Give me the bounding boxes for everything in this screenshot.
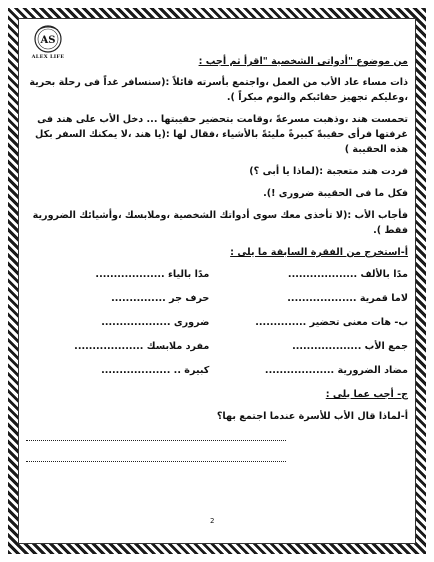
question: أ-لماذا قال الأب للأسرة عندما اجتمع بها؟ [216, 411, 408, 422]
page-title: من موضوع "أدواتى الشخصية "اقرأ ثم أجب : [198, 56, 408, 67]
paragraph-4: فكل ما فى الحقيبة ضرورى !). [263, 188, 408, 199]
exercise-row [26, 363, 408, 378]
exercise-item: مدًا بالياء ................... [95, 269, 210, 280]
answer-line [26, 438, 286, 441]
exercise-row [26, 291, 408, 306]
section-c-heading: ج- أجب عما يلى : [325, 389, 408, 400]
exercise-item: مضاد الضرورية ................... [264, 365, 408, 376]
exercise-item: مدًا بالألف ................... [287, 269, 408, 280]
exercise-item: جمع الأب ................... [292, 341, 408, 352]
page-number: 2 [210, 517, 215, 525]
paragraph-3: فردت هند متعجبة :(لماذا يا أبى ؟) [249, 166, 408, 177]
paragraph-1: ذات مساء عاد الأب من العمل ،واجتمع بأسرته قائلاً :(سنسافر غداً فى رحلة بحرية ،وعليكم تجهيز حقائبكم والنوم مبكراً ). [29, 77, 408, 103]
paragraph-5: فأجاب الأب :(لا تأخذى معك سوى أدواتك الشخصية ،وملابسك ،وأشيائك الضرورية فقط ). [32, 210, 408, 236]
worksheet-content [26, 30, 408, 462]
exercise-row [26, 315, 408, 330]
exercise-item: ضرورى ................... [101, 317, 210, 328]
exercise-row [26, 267, 408, 282]
exercise-item: مفرد ملابسك ................... [74, 341, 210, 352]
section-a-heading: أ-استخرج من الفقرة السابقة ما يلى : [230, 247, 408, 258]
answer-line [26, 459, 286, 462]
svg-text:AS: AS [40, 35, 56, 46]
exercise-item: لاما قمرية ................... [287, 293, 408, 304]
exercise-row [26, 339, 408, 354]
exercise-item: حرف جر ............... [111, 293, 210, 304]
logo-text: ALEX LIFE [31, 54, 65, 60]
paragraph-2: تحمست هند ،وذهبت مسرعةً ،وقامت بتحضير حقيبتها ... دخل الأب على هند فى غرفتها فرأى حقيبةً كبيرةً مليئةً بالأشياء ،فقال لها :(يا هند ،لا يمكنك السفر بكل هذه الحقيبة ) [35, 114, 408, 155]
exercise-item: كبيرة .. ................... [101, 365, 210, 376]
exercise-item: ب- هات معنى تحضير .............. [255, 317, 408, 328]
